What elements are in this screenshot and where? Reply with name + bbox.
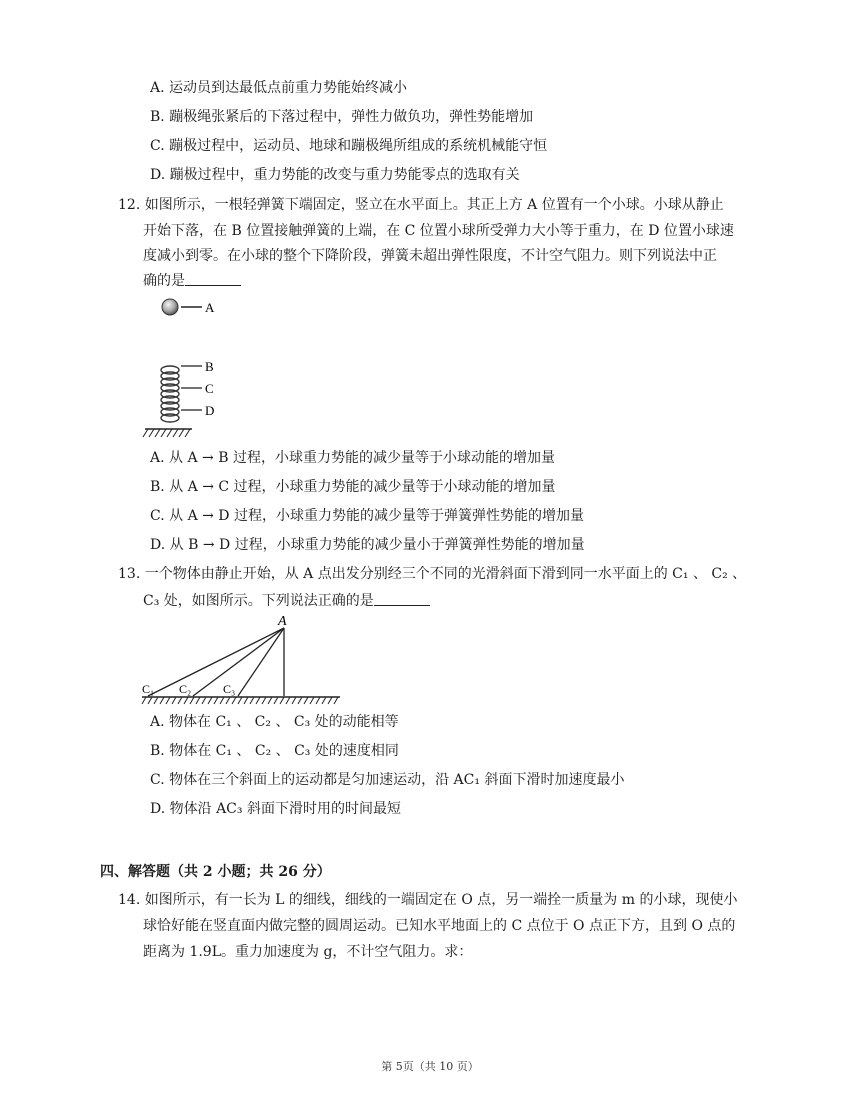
label-b: B	[205, 359, 214, 374]
q13-stem-line-2	[143, 591, 430, 611]
q14-stem-line-1: 14. 如图所示，有一长为 L 的细线，细线的一端固定在 O 点，另一端拴一质量为 m 的小球，现使小	[118, 892, 738, 908]
page-footer: 第 5页（共 10 页）	[381, 1060, 479, 1073]
q12-stem-line-4	[143, 271, 241, 291]
q13-stem-line-1: 13. 一个物体由静止开始，从 A 点出发分别经三个不同的光滑斜面下滑到同一水平面上的 C₁ 、 C₂ 、	[118, 566, 747, 582]
q13-option-d: D. 物体沿 AC₃ 斜面下滑时用的时间最短	[150, 801, 401, 817]
q12-stem-line-1: 12. 如图所示，一根轻弹簧下端固定，竖立在水平面上。其正上方 A 位置有一个小球。小球从静止	[118, 197, 724, 213]
q12-stem-line-3: 度减小到零。在小球的整个下降阶段，弹簧未超出弹性限度，不计空气阻力。则下列说法中正	[143, 248, 717, 264]
q13-option-c: C. 物体在三个斜面上的运动都是匀加速运动，沿 AC₁ 斜面下滑时加速度最小	[150, 772, 625, 788]
q11-option-a: A. 运动员到达最低点前重力势能始终减小	[150, 80, 408, 96]
answer-blank	[185, 271, 241, 286]
q12-option-a: A. 从 A → B 过程，小球重力势能的减少量等于小球动能的增加量	[150, 450, 555, 466]
answer-blank	[374, 591, 430, 606]
q14-stem-line-3: 距离为 1.9L。重力加速度为 g，不计空气阻力。求：	[143, 944, 473, 960]
q12-stem-line-2: 开始下落，在 B 位置接触弹簧的上端，在 C 位置小球所受弹力大小等于重力，在 D 位置小球速	[143, 223, 734, 239]
ball-icon	[162, 299, 178, 315]
incline-figure	[138, 610, 348, 710]
q12-option-d: D. 从 B → D 过程，小球重力势能的减少量小于弹簧弹性势能的增加量	[150, 537, 585, 553]
q13-stem-text: C₃ 处，如图所示。下列说法正确的是	[143, 593, 374, 609]
label-a: A	[205, 300, 215, 315]
label-c3: C₃	[223, 682, 236, 696]
q13-option-b: B. 物体在 C₁ 、 C₂ 、 C₃ 处的速度相同	[150, 743, 399, 759]
q11-option-b: B. 蹦极绳张紧后的下落过程中，弹性力做负功，弹性势能增加	[150, 109, 534, 125]
q14-stem-line-2: 球恰好能在竖直面内做完整的圆周运动。已知水平地面上的 C 点位于 O 点正下方，且到 O 点的	[143, 918, 736, 934]
q11-option-d: D. 蹦极过程中，重力势能的改变与重力势能零点的选取有关	[150, 167, 520, 183]
label-a: A	[278, 614, 287, 629]
q13-option-a: A. 物体在 C₁ 、 C₂ 、 C₃ 处的动能相等	[150, 714, 399, 730]
q11-option-c: C. 蹦极过程中，运动员、地球和蹦极绳所组成的系统机械能守恒	[150, 138, 548, 154]
spring-figure	[140, 292, 250, 442]
label-c: C	[205, 381, 214, 396]
label-c2: C₂	[179, 682, 192, 696]
label-d: D	[205, 403, 215, 418]
q12-option-c: C. 从 A → D 过程，小球重力势能的减少量等于弹簧弹性势能的增加量	[150, 508, 584, 524]
q12-option-b: B. 从 A → C 过程，小球重力势能的减少量等于小球动能的增加量	[150, 479, 556, 495]
label-c1: C₁	[142, 682, 155, 696]
q12-stem-text: 确的是	[143, 273, 185, 289]
section-title: 四、解答题（共 2 小题；共 26 分）	[100, 864, 331, 880]
